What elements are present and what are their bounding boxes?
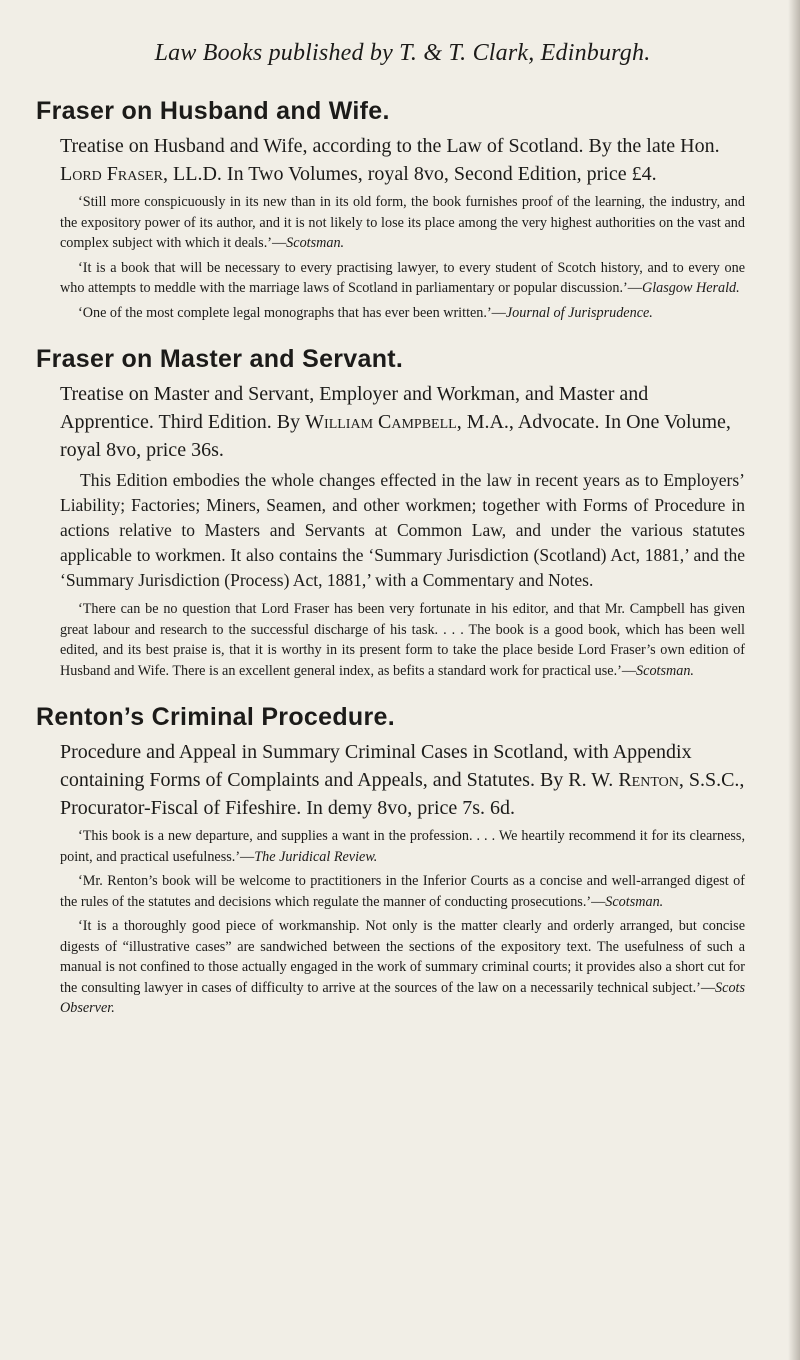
review-source: Scotsman. bbox=[636, 662, 694, 679]
author-name: William Campbell bbox=[305, 411, 457, 433]
review-source: The Juridical Review. bbox=[254, 848, 378, 865]
review-quote: ‘This book is a new departure, and supplies a want in the profession. . . . We heartily recommend it for its clearness, point, and practical usefulness.’—The Juridical Review. bbox=[60, 828, 745, 865]
review-source: Scots Observer. bbox=[60, 979, 745, 1016]
section-description: Procedure and Appeal in Summary Criminal Cases in Scotland, with Appendix containing Forms of Complaints and Appeals, and Statutes. By R. W. Renton, S.S.C., Procurator-Fiscal of Fifeshire. In demy 8vo, price 7s. 6d. bbox=[60, 741, 745, 819]
page bbox=[36, 40, 745, 1041]
review-quote: ‘Mr. Renton’s book will be welcome to practitioners in the Inferior Courts as a concise and well-arranged digest of the rules of the statutes and decisions which regulate the manner of conducting prosecutions.’—Scotsman. bbox=[60, 873, 745, 910]
author-name: Renton bbox=[618, 769, 679, 791]
section-heading: Renton’s Criminal Procedure. bbox=[36, 703, 395, 731]
review-quote: ‘It is a thoroughly good piece of workmanship. Not only is the matter clearly and orderly arranged, but concise digests of “illustrative cases” are sandwiched between the sections of the expository text. The usefulness of such a manual is not confined to those actually engaged in the work of summary criminal courts; it provides also a short cut for the consulting lawyer in cases of difficulty to arrive at the sources of the law on a necessarily technical subject.’—Scots Observer. bbox=[60, 918, 745, 1016]
author-name: Lord Fraser bbox=[60, 163, 164, 185]
section-master-and-servant bbox=[36, 345, 745, 681]
review-source: Scotsman. bbox=[286, 235, 345, 251]
review-quote: ‘It is a book that will be necessary to every practising lawyer, to every student of Scotch history, and to every one who attempts to meddle with the marriage laws of Scotland in parliamentary or popular discussion.’—Glasgow Herald. bbox=[60, 259, 745, 296]
page-edge-shadow bbox=[788, 0, 800, 1360]
section-criminal-procedure bbox=[36, 703, 745, 1019]
review-quote: ‘There can be no question that Lord Fraser has been very fortunate in his editor, and that Mr. Campbell has given great labour and research to the successful discharge of his task. . . . The book is a good book, which has been well edited, and its best praise is, that it is worthy in its present form to take the place beside Lord Fraser’s own edition of Husband and Wife. There is an excellent general index, as befits a standard work for practical use.’—Scotsman. bbox=[60, 601, 745, 679]
section-heading: Fraser on Husband and Wife. bbox=[36, 97, 390, 125]
edition-summary: This Edition embodies the whole changes effected in the law in recent years as to Employers’ Liability; Factories; Miners, Seamen, and other workmen; together with Forms of Procedure in actions relative to Masters and Servants at Common Law, and under the various statutes applicable to workmen. It also contains the ‘Summary Jurisdiction (Scotland) Act, 1881,’ and the ‘Summary Jurisdiction (Process) Act, 1881,’ with a Commentary and Notes. bbox=[60, 470, 745, 590]
review-source: Glasgow Herald. bbox=[641, 280, 740, 296]
running-head: Law Books published by T. & T. Clark, Edinburgh. bbox=[154, 40, 651, 66]
section-description: Treatise on Master and Servant, Employer and Workman, and Master and Apprentice. Third Edition. By William Campbell, M.A., Advocate. In One Volume, royal 8vo, price 36s. bbox=[60, 383, 731, 461]
review-source: Scotsman. bbox=[605, 893, 664, 910]
review-source: Journal of Jurisprudence. bbox=[505, 304, 653, 321]
section-description: Treatise on Husband and Wife, according to the Law of Scotland. By the late Hon. Lord Fraser, LL.D. In Two Volumes, royal 8vo, Second Edition, price £4. bbox=[60, 135, 720, 185]
review-quote: ‘One of the most complete legal monographs that has ever been written.’—Journal of Jurisprudence. bbox=[78, 304, 653, 321]
review-quote: ‘Still more conspicuously in its new than in its old form, the book furnishes proof of the learning, the industry, and the expository power of its author, and it is not likely to lose its place among the very highest authorities on the vast and complex subject with which it deals.’—Scotsman. bbox=[60, 194, 745, 251]
section-husband-and-wife bbox=[36, 97, 745, 323]
section-heading: Fraser on Master and Servant. bbox=[36, 345, 404, 373]
